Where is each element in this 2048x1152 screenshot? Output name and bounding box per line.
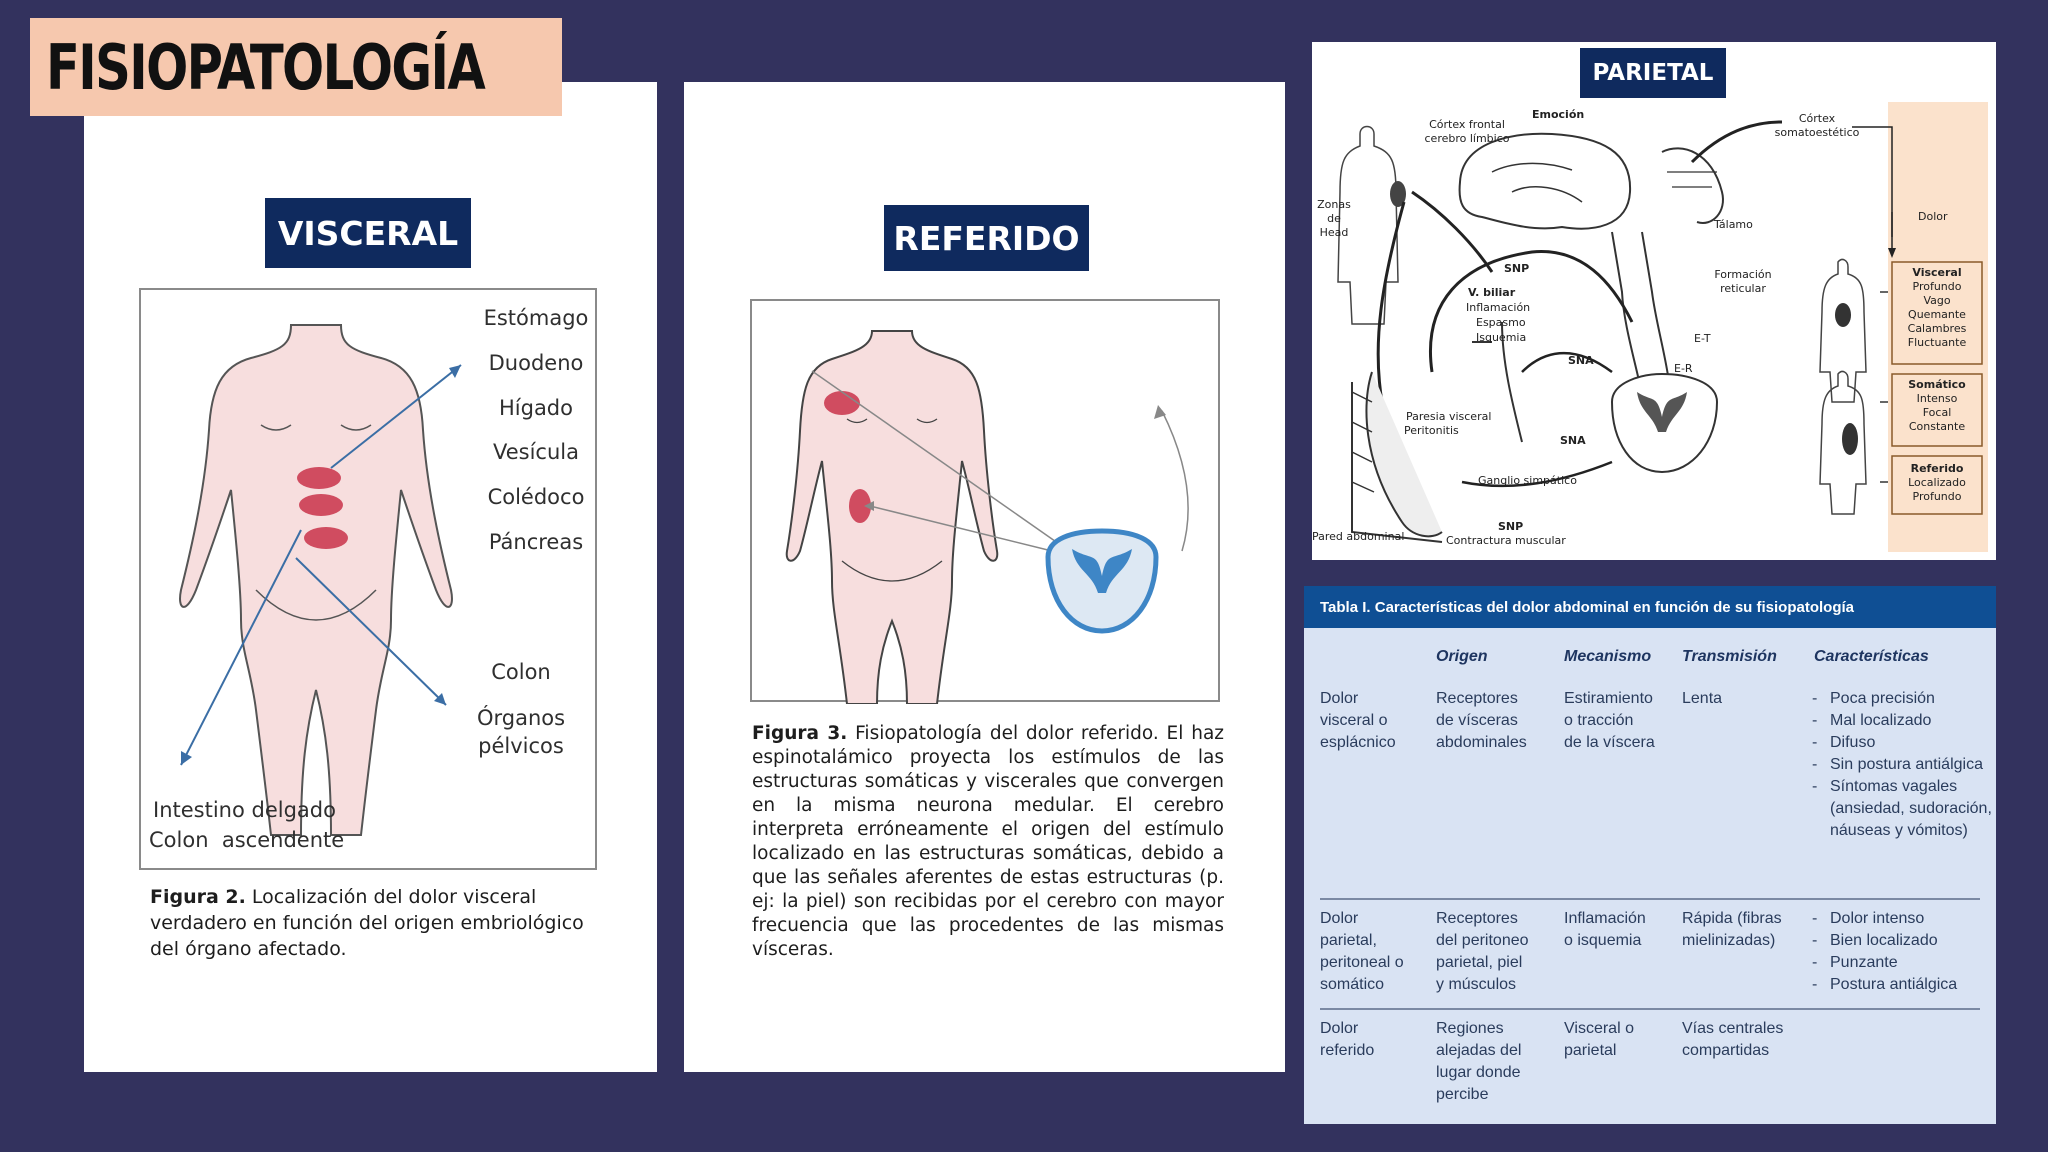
organ-intestino: Intestino delgado — [153, 798, 336, 822]
label-espasmo: Espasmo — [1476, 316, 1526, 329]
row2-caracteristicas — [1812, 908, 1992, 996]
label-cortex-somato: Córtex somatoestético — [1774, 112, 1860, 139]
list-item: - Síntomas vagales (ansiedad, sudoración, náuseas y vómitos) — [1812, 776, 1992, 842]
organ-estomago: Estómago — [483, 306, 589, 330]
label-isquemia: Isquemia — [1476, 331, 1527, 344]
col-header-mecanismo: Mecanismo — [1564, 648, 1652, 665]
list-item: - Mal localizado — [1812, 710, 1992, 732]
row3-origen: Regiones alejadas del lugar donde percibe — [1436, 1020, 1522, 1103]
box-visceral-line: Calambres — [1907, 322, 1967, 335]
label-emocion: Emoción — [1532, 108, 1585, 121]
row2-transmision: Rápida (fibras mielinizadas) — [1682, 910, 1782, 949]
row3-mecanismo: Visceral o parietal — [1564, 1020, 1634, 1059]
box-somatico-title: Somático — [1908, 378, 1966, 391]
box-visceral-title: Visceral — [1912, 266, 1962, 279]
list-item: - Poca precisión — [1812, 688, 1992, 710]
organ-vesicula: Vesícula — [493, 440, 579, 464]
col-header-transmision: Transmisión — [1682, 648, 1777, 665]
visceral-label: VISCERAL — [265, 198, 471, 268]
pain-spot-middle — [299, 494, 343, 516]
referido-panel — [684, 82, 1285, 1072]
box-somatico-line: Intenso — [1916, 392, 1958, 405]
organ-colon: Colon — [491, 660, 551, 684]
label-pared: Pared abdominal — [1312, 530, 1405, 543]
col-header-caracteristicas: Características — [1814, 648, 1929, 665]
label-peritonitis: Peritonitis — [1404, 424, 1459, 437]
row3-type: Dolor referido — [1320, 1020, 1375, 1059]
visceral-caption-text: Localización del dolor visceral verdadero en función del origen embriológico del órgano afectado. — [150, 886, 584, 960]
label-paresia: Paresia visceral — [1406, 410, 1492, 423]
row-divider — [1320, 1008, 1980, 1010]
box-visceral-line: Vago — [1923, 294, 1951, 307]
box-visceral — [1892, 266, 1982, 350]
label-dolor: Dolor — [1918, 210, 1948, 223]
row2-mecanismo: Inflamación o isquemia — [1564, 910, 1646, 949]
label-er: E-R — [1674, 362, 1693, 375]
organ-higado: Hígado — [498, 396, 573, 420]
row2-type: Dolor parietal, peritoneal o somático — [1320, 910, 1404, 993]
list-item: - Postura antiálgica — [1812, 974, 1992, 996]
visceral-caption-label: Figura 2. — [150, 886, 246, 908]
label-snp-bottom: SNP — [1498, 520, 1524, 533]
box-visceral-line: Fluctuante — [1907, 336, 1967, 349]
label-vbiliar: V. biliar — [1468, 286, 1516, 299]
row1-origen: Receptores de vísceras abdominales — [1436, 690, 1527, 751]
row3-transmision: Vías centrales compartidas — [1682, 1020, 1784, 1059]
parietal-panel — [1312, 42, 1996, 560]
referido-caption-label: Figura 3. — [752, 723, 848, 744]
label-talamo: Tálamo — [1714, 218, 1753, 231]
visceral-panel — [84, 82, 657, 1072]
label-zonas-head: Zonas de Head — [1317, 198, 1351, 239]
row1-caracteristicas — [1812, 688, 1992, 842]
referred-pain-illustration — [752, 301, 1222, 704]
list-item: - Punzante — [1812, 952, 1992, 974]
box-referido-title: Referido — [1910, 462, 1964, 475]
organ-organos: Órganos — [476, 706, 566, 730]
table-title: Tabla I. Características del dolor abdominal en función de su fisiopatología — [1304, 586, 1996, 628]
box-visceral-line: Profundo — [1912, 280, 1962, 293]
label-ganglio: Ganglio simpático — [1478, 474, 1577, 487]
organ-pancreas: Páncreas — [488, 530, 584, 554]
label-sna-2: SNA — [1560, 434, 1586, 447]
organ-colon-ascendente: Colon ascendente — [149, 828, 345, 852]
label-contractura: Contractura muscular — [1446, 534, 1566, 547]
label-sna-1: SNA — [1568, 354, 1594, 367]
label-inflamacion: Inflamación — [1466, 301, 1531, 314]
box-referido — [1892, 462, 1982, 504]
list-item: - Difuso — [1812, 732, 1992, 754]
list-item: - Sin postura antiálgica — [1812, 754, 1992, 776]
organ-duodeno: Duodeno — [488, 351, 584, 375]
referido-caption — [752, 722, 1224, 962]
visceral-caption — [150, 884, 590, 962]
referido-figure — [750, 299, 1220, 702]
col-header-origen: Origen — [1436, 648, 1488, 665]
box-somatico — [1892, 378, 1982, 434]
label-et: E-T — [1694, 332, 1711, 345]
box-somatico-line: Constante — [1908, 420, 1966, 433]
pain-spot-lower — [304, 527, 348, 549]
parietal-label: PARIETAL — [1580, 48, 1726, 98]
box-somatico-line: Focal — [1922, 406, 1952, 419]
box-visceral-line: Quemante — [1908, 308, 1966, 321]
row2-origen: Receptores del peritoneo parietal, piel y músculos — [1436, 910, 1529, 993]
visceral-figure — [139, 288, 597, 870]
list-item: - Dolor intenso — [1812, 908, 1992, 930]
torso-illustration — [141, 290, 599, 872]
box-referido-line: Profundo — [1912, 490, 1962, 503]
referred-spot-shoulder — [824, 391, 860, 415]
organ-coledoco: Colédoco — [487, 485, 585, 509]
table-panel — [1304, 586, 1996, 1124]
label-formacion: Formación reticular — [1714, 268, 1772, 295]
pain-spot-upper — [297, 467, 341, 489]
torso-shape — [180, 325, 452, 835]
page-title: FISIOPATOLOGÍA — [46, 30, 485, 104]
box-referido-line: Localizado — [1908, 476, 1966, 489]
title-box — [30, 18, 562, 116]
row1-mecanismo: Estiramiento o tracción de la víscera — [1564, 690, 1655, 751]
referido-torso — [787, 331, 998, 704]
list-item: - Bien localizado — [1812, 930, 1992, 952]
label-snp-top: SNP — [1504, 262, 1530, 275]
organ-pelvicos: pélvicos — [478, 734, 564, 758]
label-cortex-frontal: Córtex frontal cerebro límbico — [1424, 118, 1510, 145]
row1-transmision: Lenta — [1682, 690, 1723, 707]
row-divider — [1320, 898, 1980, 900]
referido-caption-text: Fisiopatología del dolor referido. El haz espinotalámico proyecta los estímulos de las estructuras somáticas y viscerales que convergen en la misma neurona medular. El cerebro interpreta erróneamente el origen del estímulo localizado en las estructuras somáticas, debido a que las señales aferentes de estas estructuras (p. ej: la piel) son recibidas por el cerebro con mayor frecuencia que las procedentes de las mismas vísceras. — [752, 723, 1224, 960]
row1-type: Dolor visceral o esplácnico — [1320, 690, 1396, 751]
referido-label: REFERIDO — [884, 205, 1089, 271]
